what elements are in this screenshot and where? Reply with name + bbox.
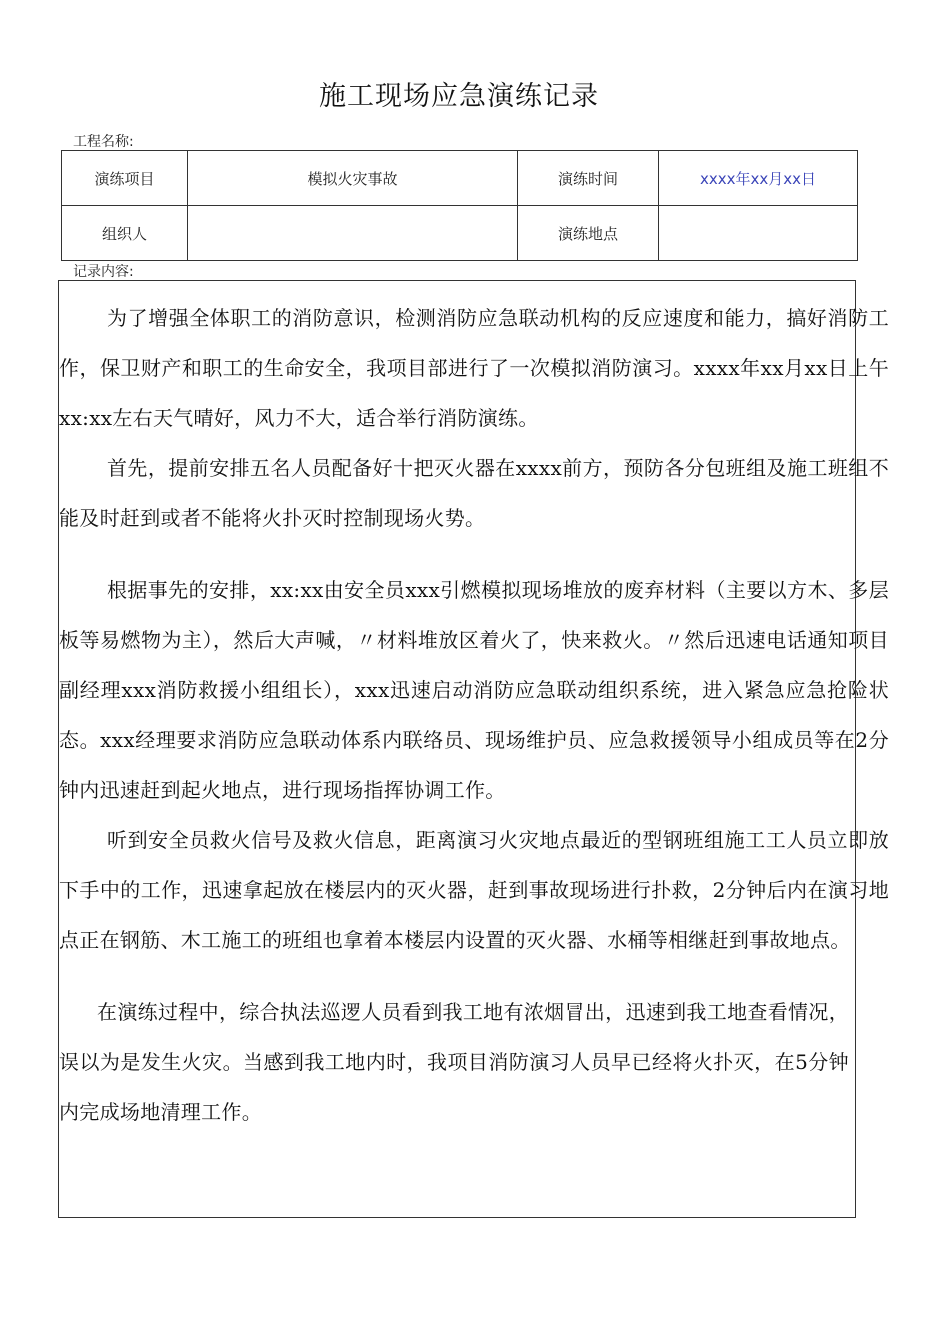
organizer-label: 组织人	[62, 206, 188, 261]
location-label: 演练地点	[518, 206, 659, 261]
record-content-label: 记录内容:	[73, 264, 134, 279]
drill-item-value: 模拟火灾事故	[188, 151, 518, 206]
table-row	[62, 151, 858, 206]
content-paragraph: 根据事先的安排，xx:xx由安全员xxx引燃模拟现场堆放的废弃材料（主要以方木、多层板等易燃物为主），然后大声喊，〃材料堆放区着火了，快来救火。〃然后迅速电话通知项目副经理xxx消防救援小组组长），xxx迅速启动消防应急联动组织系统，进入紧急应急抢险状态。xxx经理要求消防应急联动体系内联络员、现场维护员、应急救援领导小组成员等在2分钟内迅速赶到起火地点，进行现场指挥协调工作。	[59, 578, 889, 802]
content-paragraph: 在演练过程中，综合执法巡逻人员看到我工地有浓烟冒出，迅速到我工地查看情况，误以为是发生火灾。当感到我工地内时，我项目消防演习人员早已经将火扑灭，在5分钟内完成场地清理工作。	[59, 1000, 849, 1124]
drill-item-label: 演练项目	[62, 151, 188, 206]
content-paragraph: 听到安全员救火信号及救火信息，距离演习火灾地点最近的型钢班组施工工人员立即放下手中的工作，迅速拿起放在楼层内的灭火器，赶到事故现场进行扑救，2分钟后内在演习地点正在钢筋、木工施工的班组也拿着本楼层内设置的灭火器、水桶等相继赶到事故地点。	[59, 828, 889, 952]
record-content-box	[58, 280, 889, 1218]
project-name-label: 工程名称:	[73, 134, 134, 150]
table-row	[62, 206, 858, 261]
record-content-text	[59, 293, 889, 1137]
drill-time-label: 演练时间	[518, 151, 659, 206]
drill-time-value: xxxx年xx月xx日	[659, 151, 858, 206]
location-value	[659, 206, 858, 261]
content-paragraph: 为了增强全体职工的消防意识，检测消防应急联动机构的反应速度和能力，搞好消防工作，保卫财产和职工的生命安全，我项目部进行了一次模拟消防演习。xxxx年xx月xx日上午xx:xx左右天气晴好，风力不大，适合举行消防演练。	[59, 306, 889, 430]
document-title: 施工现场应急演练记录	[319, 81, 599, 112]
organizer-value	[188, 206, 518, 261]
content-paragraph: 首先，提前安排五名人员配备好十把灭火器在xxxx前方，预防各分包班组及施工班组不能及时赶到或者不能将火扑灭时控制现场火势。	[59, 456, 889, 530]
drill-info-table	[61, 150, 858, 261]
